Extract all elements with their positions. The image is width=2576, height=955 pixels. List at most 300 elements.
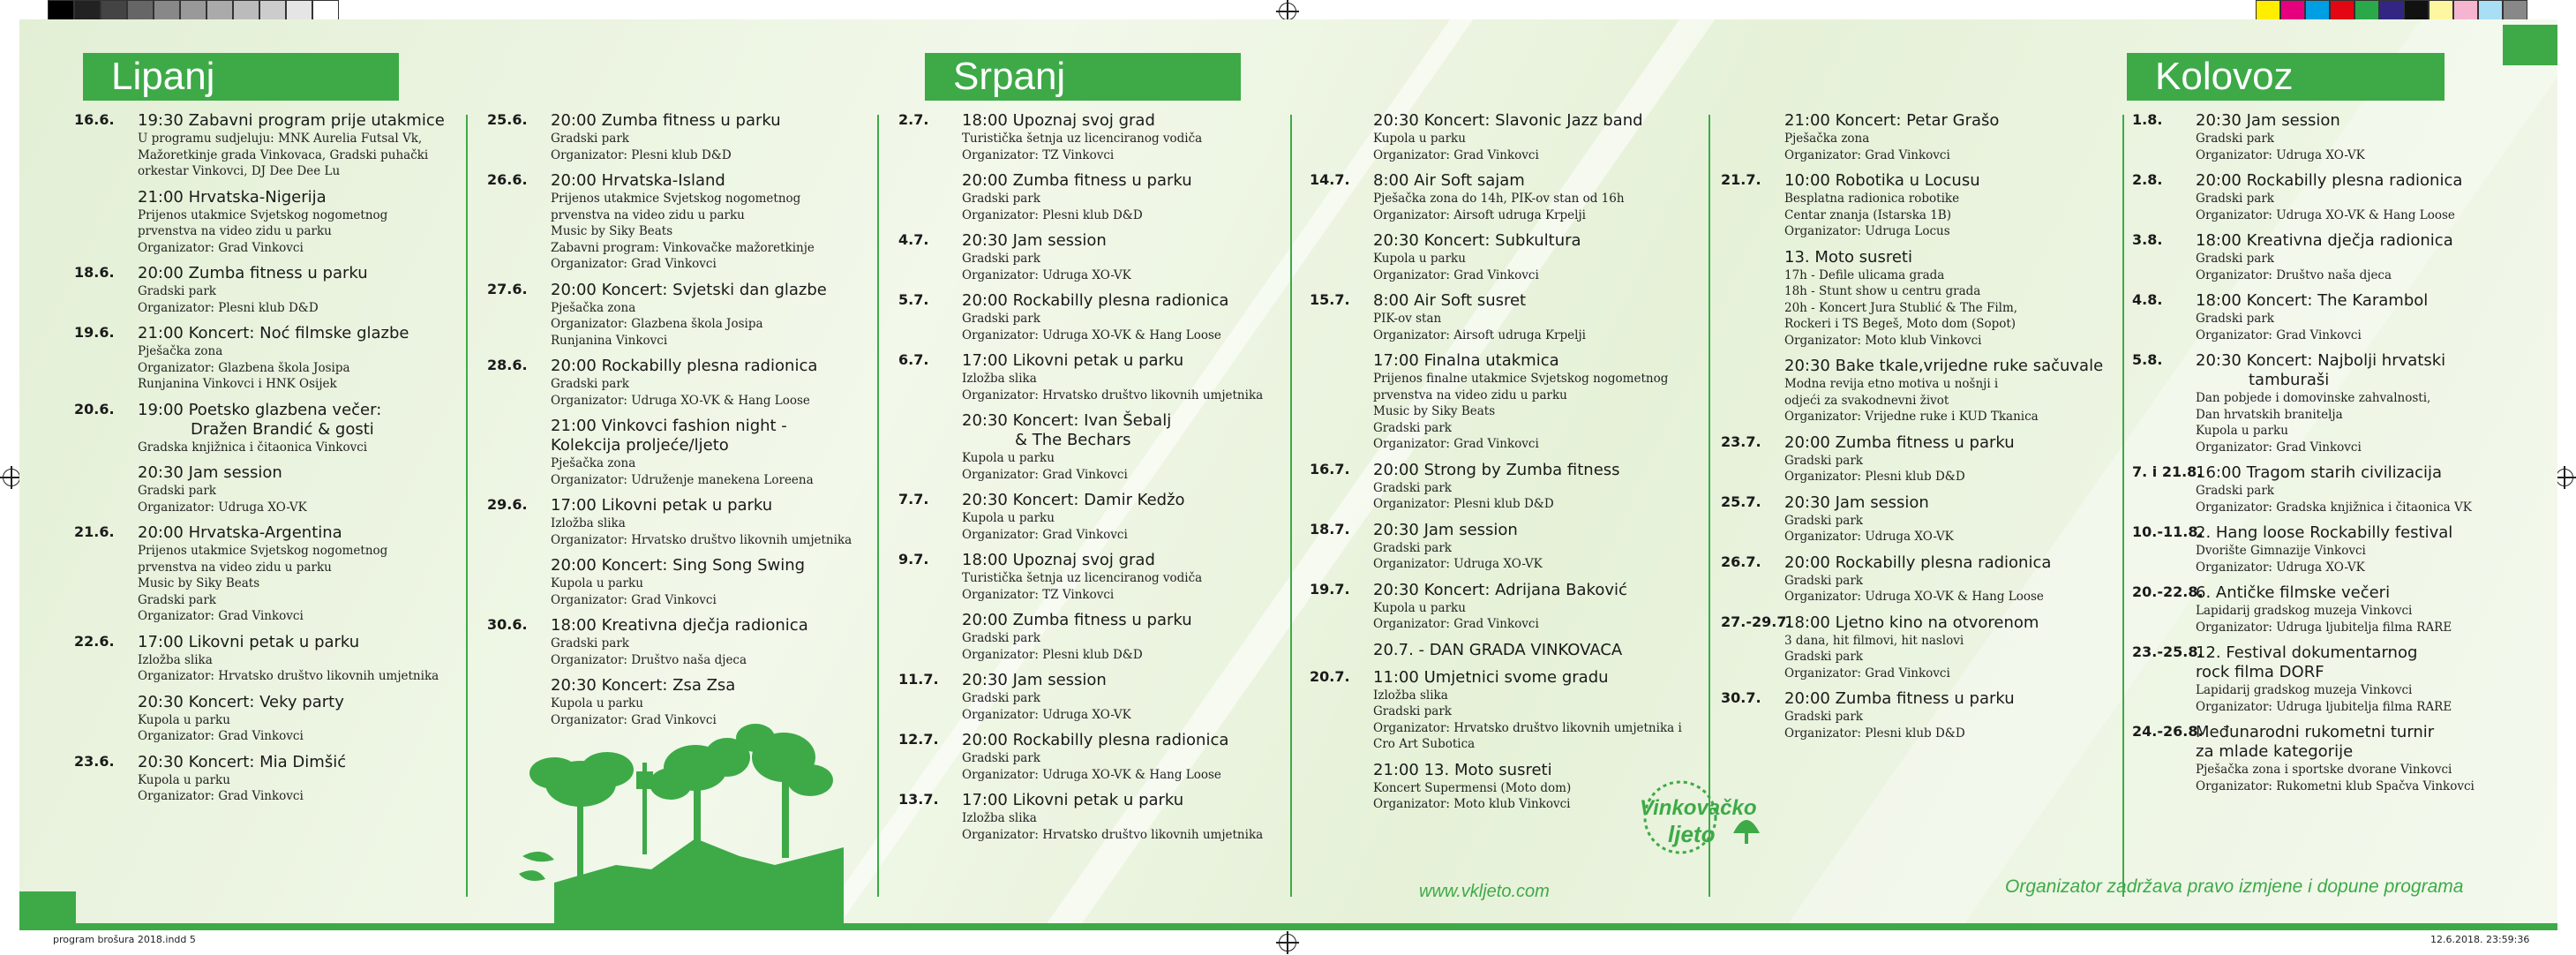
event-item xyxy=(74,324,462,393)
event-item xyxy=(1721,248,2120,350)
event-detail-line: Gradski park xyxy=(962,252,1040,266)
event-title: 17:00 Likovni petak u parku xyxy=(962,351,1184,370)
event-date: 30.6. xyxy=(487,616,528,633)
column-divider-3 xyxy=(1290,115,1292,897)
event-detail-line: Mažoretkinje grada Vinkovaca, Gradski puhački xyxy=(138,147,429,162)
event-item xyxy=(1310,521,1707,573)
event-detail-line: Organizator: Udruga XO-VK xyxy=(138,500,307,515)
event-title: 20:30 Koncert: Damir Kedžo xyxy=(962,491,1185,509)
event-title: 20:00 Rockabilly plesna radionica xyxy=(1784,553,2052,572)
event-title: 2. Hang loose Rockabilly festival xyxy=(2196,523,2453,542)
event-detail-line: Organizator: Grad Vinkovci xyxy=(2196,440,2362,455)
event-detail-line: Organizator: Društvo naša djeca xyxy=(2196,267,2392,282)
event-detail-line: Prijenos utakmice Svjetskog nogometnog xyxy=(138,544,388,558)
registration-mark-top xyxy=(1279,3,1296,20)
event-item xyxy=(74,633,462,685)
event-detail-line: Gradski park xyxy=(1784,650,1863,664)
event-title: 20:30 Jam session xyxy=(962,671,1107,689)
event-detail-line: Organizator: Gradska knjižnica i čitaonica VK xyxy=(2196,500,2472,515)
vinkovacko-ljeto-logo xyxy=(1627,771,1777,869)
event-detail-line: Organizator: Hrvatsko društvo likovnih umjetnika xyxy=(962,387,1264,402)
event-date: 4.8. xyxy=(2132,291,2163,308)
event-detail-line: Organizator: Udruženje manekena Loreena xyxy=(551,472,814,487)
events-column-3 xyxy=(898,111,1287,851)
event-detail-line: Lapidarij gradskog muzeja Vinkovci xyxy=(2196,683,2413,697)
event-detail-line: Gradski park xyxy=(2196,192,2274,206)
bottom-bar xyxy=(19,923,2557,930)
event-title: 20:00 Rockabilly plesna radionica xyxy=(962,291,1229,310)
event-date: 2.8. xyxy=(2132,171,2163,188)
park-trees-illustration xyxy=(519,715,844,923)
event-item xyxy=(1721,689,2120,741)
event-item xyxy=(487,171,875,273)
event-detail-line: Organizator: Grad Vinkovci xyxy=(2196,327,2362,342)
event-detail-line: Pješačka zona xyxy=(1784,132,1870,146)
event-title: 20:00 Zumba fitness u parku xyxy=(138,264,368,282)
event-title-continued: za mlade kategorije xyxy=(2196,742,2354,761)
event-date: 4.7. xyxy=(898,231,929,248)
event-detail-line: 17h - Defile ulicama grada xyxy=(1784,267,1945,282)
event-detail-line: Music by Siky Beats xyxy=(1373,404,1496,418)
event-detail-line: Cro Art Subotica xyxy=(1373,737,1476,751)
event-title: 20:00 Rockabilly plesna radionica xyxy=(962,731,1229,749)
event-detail-line: Lapidarij gradskog muzeja Vinkovci xyxy=(2196,604,2413,618)
event-item xyxy=(2132,723,2547,794)
event-date: 26.7. xyxy=(1721,553,1761,570)
event-detail-line: Gradski park xyxy=(962,192,1040,206)
event-date: 19.6. xyxy=(74,324,115,341)
event-item xyxy=(74,753,462,805)
event-item xyxy=(898,791,1287,843)
event-detail-line: Gradski park xyxy=(2196,484,2274,498)
logo-text-line2: ljeto xyxy=(1668,821,1716,847)
event-item xyxy=(1721,553,2120,605)
event-title: 21:00 13. Moto susreti xyxy=(1373,760,1552,779)
event-detail-line: Gradski park xyxy=(962,312,1040,326)
event-date: 25.7. xyxy=(1721,493,1761,510)
event-item xyxy=(1310,231,1707,283)
event-title: 20:00 Rockabilly plesna radionica xyxy=(2196,171,2463,190)
event-detail-line: Organizator: Grad Vinkovci xyxy=(551,592,717,607)
event-title: 20:00 Strong by Zumba fitness xyxy=(1373,460,1620,479)
registration-mark-bottom xyxy=(1279,934,1296,951)
event-detail-line: Kupola u parku xyxy=(962,511,1055,525)
event-detail-line: Prijenos finalne utakmice Svjetskog nogometnog xyxy=(1373,372,1669,386)
event-detail-line: Koncert Supermensi (Moto dom) xyxy=(1373,780,1572,795)
event-title: 21:00 Koncert: Petar Grašo xyxy=(1784,111,2000,130)
event-date: 16.7. xyxy=(1310,460,1350,478)
event-item xyxy=(1721,613,2120,682)
event-title: 18:00 Kreativna dječja radionica xyxy=(551,616,808,635)
event-detail-line: Gradski park xyxy=(138,592,216,607)
event-title: 16:00 Tragom starih civilizacija xyxy=(2196,463,2443,482)
event-item xyxy=(898,351,1287,403)
event-item xyxy=(487,616,875,668)
event-detail-line: Organizator: Grad Vinkovci xyxy=(1373,437,1539,451)
disclaimer-text: Organizator zadržava pravo izmjene i dopune programa xyxy=(2005,876,2464,897)
event-date: 28.6. xyxy=(487,357,528,373)
event-detail-line: Organizator: Grad Vinkovci xyxy=(551,257,717,271)
event-title: 8:00 Air Soft susret xyxy=(1373,291,1527,310)
event-item xyxy=(74,401,462,456)
event-detail-line: Turistička šetnja uz licenciranog vodiča xyxy=(962,132,1203,146)
event-title: 17:00 Likovni petak u parku xyxy=(962,791,1184,809)
event-detail-line: Organizator: Udruga ljubitelja filma RARE xyxy=(2196,699,2452,714)
event-date: 5.8. xyxy=(2132,351,2163,368)
event-date: 21.7. xyxy=(1721,171,1761,188)
event-date: 12.7. xyxy=(898,731,939,748)
event-item xyxy=(487,281,875,350)
event-detail-line: Organizator: Udruga XO-VK & Hang Loose xyxy=(1784,590,2044,604)
event-date: 23.-25.8. xyxy=(2132,643,2204,660)
event-detail-line: Centar znanja (Istarska 1B) xyxy=(1784,207,1951,222)
event-title: 20:00 Zumba fitness u parku xyxy=(962,171,1192,190)
event-detail-line: PIK-ov stan xyxy=(1373,312,1442,326)
event-title: 20:00 Zumba fitness u parku xyxy=(551,111,781,130)
event-detail-line: Pješačka zona do 14h, PIK-ov stan od 16h xyxy=(1373,192,1625,206)
column-divider-2 xyxy=(877,115,879,897)
event-detail-line: Izložba slika xyxy=(551,516,626,530)
event-detail-line: Pješačka zona xyxy=(551,456,636,470)
event-detail-line: prvenstva na video zidu u parku xyxy=(551,207,745,222)
event-item xyxy=(1721,433,2120,485)
event-title: 20:30 Koncert: Zsa Zsa xyxy=(551,676,736,695)
event-title: 21:00 Koncert: Noć filmske glazbe xyxy=(138,324,409,342)
event-detail-line: Gradski park xyxy=(1784,513,1863,528)
event-date: 23.6. xyxy=(74,752,115,770)
event-title: 20:00 Koncert: Svjetski dan glazbe xyxy=(551,280,827,299)
event-detail-line: Organizator: Hrvatsko društvo likovnih umjetnika xyxy=(962,827,1264,842)
event-date: 22.6. xyxy=(74,632,115,650)
event-detail-line: Besplatna radionica robotike xyxy=(1784,192,1960,206)
column-divider-5 xyxy=(2122,115,2124,897)
event-detail-line: Organizator: Udruga XO-VK & Hang Loose xyxy=(2196,207,2455,222)
print-date: 12.6.2018. 23:59:36 xyxy=(2430,934,2530,945)
event-title: 18:00 Kreativna dječja radionica xyxy=(2196,231,2453,250)
event-item xyxy=(487,496,875,548)
event-title: 20:30 Koncert: Slavonic Jazz band xyxy=(1373,111,1643,130)
event-detail-line: Organizator: Plesni klub D&D xyxy=(551,147,732,162)
event-detail-line: Modna revija etno motiva u nošnji i xyxy=(1784,377,1999,391)
event-detail-line: Kupola u parku xyxy=(138,712,230,727)
event-date: 24.-26.8. xyxy=(2132,723,2204,740)
event-detail-line: Zabavni program: Vinkovačke mažoretkinje xyxy=(551,240,815,255)
event-detail-line: Kupola u parku xyxy=(1373,600,1466,615)
event-detail-line: Izložba slika xyxy=(138,652,213,667)
event-title: 20:00 Zumba fitness u parku xyxy=(962,611,1192,629)
event-detail-line: Organizator: Plesni klub D&D xyxy=(1784,470,1965,484)
logo-text-line1: Vinkovačko xyxy=(1640,796,1757,820)
event-date: 27.6. xyxy=(487,280,528,297)
print-file-name: program brošura 2018.indd 5 xyxy=(53,934,196,945)
event-title: 20:30 Koncert: Ivan Šebalj xyxy=(962,411,1172,430)
event-detail-line: Organizator: Udruga XO-VK xyxy=(2196,147,2365,162)
event-detail-line: Pješačka zona i sportske dvorane Vinkovci xyxy=(2196,763,2452,777)
event-detail-line: Organizator: Grad Vinkovci xyxy=(962,467,1128,482)
event-detail-line: Dan hrvatskih branitelja xyxy=(2196,407,2343,422)
event-detail-line: Gradski park xyxy=(1784,453,1863,468)
event-detail-line: Kupola u parku xyxy=(138,772,230,787)
event-title: 20.7. - DAN GRADA VINKOVACA xyxy=(1373,640,1623,659)
event-detail-line: Dan pobjede i domovinske zahvalnosti, xyxy=(2196,391,2431,405)
event-detail-line: Gradski park xyxy=(138,284,216,298)
event-detail-line: Organizator: Hrvatsko društvo likovnih umjetnika i xyxy=(1373,720,1682,735)
event-date: 21.6. xyxy=(74,523,115,540)
event-title: 11:00 Umjetnici svome gradu xyxy=(1373,667,1609,687)
month-header-lipanj: Lipanj xyxy=(83,53,399,101)
events-column-6 xyxy=(2132,111,2547,802)
event-date: 15.7. xyxy=(1310,291,1350,308)
event-detail-line: Gradski park xyxy=(138,484,216,498)
event-item xyxy=(487,357,875,409)
event-item xyxy=(2132,291,2547,343)
event-detail-line: Organizator: Udruga XO-VK & Hang Loose xyxy=(962,767,1221,782)
event-item xyxy=(898,611,1287,663)
event-detail-line: Organizator: Plesni klub D&D xyxy=(962,207,1143,222)
event-item xyxy=(74,693,462,745)
events-column-2 xyxy=(487,111,875,736)
event-title: 20:30 Koncert: Subkultura xyxy=(1373,231,1581,250)
event-detail-line: Organizator: Grad Vinkovci xyxy=(1784,665,1950,681)
event-detail-line: Kupola u parku xyxy=(551,696,643,711)
event-date: 7. i 21.8. xyxy=(2132,463,2203,480)
event-title: 20:00 Zumba fitness u parku xyxy=(1784,689,2015,708)
event-date: 20.6. xyxy=(74,400,115,417)
event-detail-line: Organizator: Hrvatsko društvo likovnih umjetnika xyxy=(551,532,852,547)
event-title: 13. Moto susreti xyxy=(1784,247,1912,267)
event-item xyxy=(898,731,1287,783)
event-title-continued: rock filma DORF xyxy=(2196,663,2324,681)
event-title: 21:00 Vinkovci fashion night - xyxy=(551,417,787,435)
event-detail-line: Organizator: TZ Vinkovci xyxy=(962,147,1115,162)
event-date: 7.7. xyxy=(898,491,929,508)
event-date: 5.7. xyxy=(898,291,929,308)
event-item xyxy=(2132,643,2547,715)
event-detail-line: Organizator: Grad Vinkovci xyxy=(1373,267,1539,282)
event-detail-line: Pješačka zona xyxy=(138,344,223,358)
event-detail-line: Dvorište Gimnazije Vinkovci xyxy=(2196,544,2366,558)
event-date: 20.-22.8. xyxy=(2132,583,2204,600)
event-date: 30.7. xyxy=(1721,689,1761,706)
event-title: 20:00 Hrvatska-Argentina xyxy=(138,523,342,542)
event-item xyxy=(487,111,875,163)
event-detail-line: Organizator: Udruga XO-VK & Hang Loose xyxy=(962,327,1221,342)
events-column-1 xyxy=(74,111,462,813)
event-detail-line: Organizator: Grad Vinkovci xyxy=(138,729,304,743)
event-detail-line: Kupola u parku xyxy=(962,451,1055,465)
event-detail-line: Kupola u parku xyxy=(1373,252,1466,266)
event-detail-line: U programu sudjeluju: MNK Aurelia Futsal Vk, xyxy=(138,132,423,146)
event-detail-line: Gradski park xyxy=(2196,312,2274,326)
event-title: 8:00 Air Soft sajam xyxy=(1373,171,1525,190)
event-detail-line: Gradski park xyxy=(1373,420,1452,435)
event-date: 13.7. xyxy=(898,791,939,808)
event-detail-line: Organizator: Grad Vinkovci xyxy=(1784,147,1950,162)
event-title: 19:00 Poetsko glazbena večer: xyxy=(138,400,382,419)
event-item xyxy=(1310,351,1707,453)
event-detail-line: Organizator: Plesni klub D&D xyxy=(1373,497,1554,511)
event-item xyxy=(898,551,1287,603)
event-date: 20.7. xyxy=(1310,667,1350,685)
event-detail-line: Gradski park xyxy=(1373,480,1452,495)
event-title: 19:30 Zabavni program prije utakmice xyxy=(138,111,445,130)
event-detail-line: Organizator: Glazbena škola Josipa xyxy=(551,317,763,331)
event-detail-line: Gradski park xyxy=(1373,540,1452,555)
event-title: 18:00 Upoznaj svoj grad xyxy=(962,111,1155,130)
event-detail-line: odjeći za svakodnevni život xyxy=(1784,393,1949,408)
registration-mark-left xyxy=(3,469,20,486)
event-detail-line: Organizator: Glazbena škola Josipa xyxy=(138,360,350,375)
event-item xyxy=(2132,231,2547,283)
event-date: 18.6. xyxy=(74,264,115,281)
event-item xyxy=(898,411,1287,483)
event-title: 21:00 Hrvatska-Nigerija xyxy=(138,187,327,207)
event-detail-line: Organizator: Hrvatsko društvo likovnih umjetnika xyxy=(138,669,439,683)
event-title: 20:30 Koncert: Mia Dimšić xyxy=(138,752,347,771)
event-detail-line: Organizator: Društvo naša djeca xyxy=(551,652,747,667)
event-detail-line: Organizator: Rukometni klub Spačva Vinkovci xyxy=(2196,778,2475,793)
event-title: 17:00 Likovni petak u parku xyxy=(551,496,773,515)
event-title: 20:00 Rockabilly plesna radionica xyxy=(551,357,818,375)
event-item xyxy=(898,231,1287,283)
event-detail-line: Gradski park xyxy=(1373,704,1452,718)
event-title: 20:30 Koncert: Veky party xyxy=(138,692,344,711)
event-item xyxy=(2132,583,2547,635)
corner-block-top-right xyxy=(2503,25,2557,65)
event-title: 20:30 Jam session xyxy=(1373,520,1518,539)
event-date: 14.7. xyxy=(1310,171,1350,188)
event-title: 10:00 Robotika u Locusu xyxy=(1784,171,1980,190)
event-detail-line: Organizator: Udruga XO-VK xyxy=(962,267,1131,282)
event-detail-line: Organizator: Grad Vinkovci xyxy=(138,240,304,255)
event-detail-line: Organizator: Plesni klub D&D xyxy=(962,647,1143,662)
event-item xyxy=(898,671,1287,723)
column-divider-1 xyxy=(466,115,468,897)
event-detail-line: prvenstva na video zidu u parku xyxy=(138,224,332,238)
event-item xyxy=(2132,463,2547,515)
event-title: 18:00 Ljetno kino na otvorenom xyxy=(1784,613,2039,632)
event-title: 20:30 Jam session xyxy=(962,231,1107,250)
event-item xyxy=(1721,111,2120,163)
event-item xyxy=(74,264,462,316)
event-detail-line: Organizator: Udruga XO-VK & Hang Loose xyxy=(551,393,810,408)
event-item xyxy=(74,111,462,180)
event-date: 25.6. xyxy=(487,111,528,128)
event-detail-line: Organizator: Grad Vinkovci xyxy=(551,712,717,727)
event-detail-line: Gradski park xyxy=(551,636,629,650)
event-detail-line: Turistička šetnja uz licenciranog vodiča xyxy=(962,571,1203,585)
event-detail-line: Organizator: Udruga ljubitelja filma RARE xyxy=(2196,620,2452,635)
event-title: 20:30 Jam session xyxy=(2196,111,2340,130)
event-detail-line: Organizator: Udruga XO-VK xyxy=(1784,530,1954,544)
event-date: 16.6. xyxy=(74,111,115,128)
event-title: 17:00 Finalna utakmica xyxy=(1373,351,1559,370)
event-item xyxy=(1310,581,1707,633)
event-title: 20:00 Zumba fitness u parku xyxy=(1784,432,2015,452)
registration-mark-right xyxy=(2556,469,2573,486)
event-date: 6.7. xyxy=(898,351,929,368)
event-item xyxy=(1310,171,1707,223)
event-detail-line: Organizator: Udruga Locus xyxy=(1784,224,1950,238)
event-detail-line: Organizator: Grad Vinkovci xyxy=(138,789,304,803)
event-title: 20:30 Jam session xyxy=(1784,493,1929,512)
event-detail-line: Gradski park xyxy=(962,691,1040,705)
event-detail-line: Gradski park xyxy=(962,631,1040,645)
event-title: 20:30 Koncert: Adrijana Baković xyxy=(1373,580,1627,599)
event-detail-line: Organizator: Plesni klub D&D xyxy=(1784,726,1965,741)
event-title: 20:00 Koncert: Sing Song Swing xyxy=(551,556,806,575)
event-item xyxy=(1310,641,1707,660)
event-detail-line: Gradski park xyxy=(2196,252,2274,266)
events-column-5 xyxy=(1721,111,2120,749)
event-detail-line: Organizator: TZ Vinkovci xyxy=(962,587,1115,602)
event-detail-line: Organizator: Airsoft udruga Krpelji xyxy=(1373,207,1586,222)
event-title-continued: tamburaši xyxy=(2249,371,2330,389)
event-title: 20:30 Jam session xyxy=(138,463,282,482)
event-item xyxy=(898,291,1287,343)
event-title: 6. Antičke filmske večeri xyxy=(2196,583,2391,602)
event-detail-line: Organizator: Grad Vinkovci xyxy=(1373,617,1539,631)
event-title: 20:00 Hrvatska-Island xyxy=(551,171,725,190)
event-detail-line: Izložba slika xyxy=(962,811,1037,825)
event-title: Međunarodni rukometni turnir xyxy=(2196,723,2435,741)
event-detail-line: Organizator: Udruga XO-VK xyxy=(1373,557,1543,571)
event-detail-line: Runjanina Vinkovci i HNK Osijek xyxy=(138,377,337,391)
event-item xyxy=(487,417,875,488)
event-detail-line: Kupola u parku xyxy=(551,576,643,590)
event-detail-line: Gradski park xyxy=(1784,710,1863,724)
event-item xyxy=(2132,111,2547,163)
event-detail-line: 20h - Koncert Jura Stublić & The Film, xyxy=(1784,300,2018,315)
event-title-continued: & The Bechars xyxy=(1015,431,1131,449)
event-date: 23.7. xyxy=(1721,432,1761,450)
event-detail-line: Organizator: Airsoft udruga Krpelji xyxy=(1373,327,1586,342)
event-item xyxy=(1310,668,1707,753)
event-detail-line: prvenstva na video zidu u parku xyxy=(1373,387,1567,402)
event-item xyxy=(487,556,875,608)
event-title: 20:30 Bake tkale,vrijedne ruke sačuvale xyxy=(1784,357,2104,375)
event-detail-line: Organizator: Moto klub Vinkovci xyxy=(1784,333,1982,348)
event-detail-line: Gradski park xyxy=(2196,132,2274,146)
event-title-continued: Kolekcija proljeće/ljeto xyxy=(551,436,729,455)
event-detail-line: orkestar Vinkovci, DJ Dee Dee Lu xyxy=(138,164,341,178)
event-date: 19.7. xyxy=(1310,580,1350,598)
event-detail-line: Gradska knjižnica i čitaonica Vinkovci xyxy=(138,440,368,455)
events-column-4 xyxy=(1310,111,1707,821)
event-date: 26.6. xyxy=(487,171,528,188)
event-detail-line: Pješačka zona xyxy=(551,300,636,315)
event-item xyxy=(74,188,462,257)
event-detail-line: Organizator: Plesni klub D&D xyxy=(138,300,319,315)
event-date: 29.6. xyxy=(487,496,528,513)
event-item xyxy=(1721,357,2120,425)
event-detail-line: Prijenos utakmice Svjetskog nogometnog xyxy=(551,192,801,206)
event-detail-line: Prijenos utakmice Svjetskog nogometnog xyxy=(138,207,388,222)
event-detail-line: Gradski park xyxy=(962,751,1040,765)
website-link[interactable]: www.vkljeto.com xyxy=(1419,882,1550,901)
event-date: 18.7. xyxy=(1310,520,1350,538)
event-date: 1.8. xyxy=(2132,111,2163,128)
event-item xyxy=(898,171,1287,223)
event-date: 10.-11.8. xyxy=(2132,523,2204,540)
event-detail-line: Izložba slika xyxy=(962,372,1037,386)
event-detail-line: Izložba slika xyxy=(1373,688,1448,703)
event-item xyxy=(2132,351,2547,455)
event-detail-line: 3 dana, hit filmovi, hit naslovi xyxy=(1784,633,1964,648)
event-detail-line: Gradski park xyxy=(551,377,629,391)
event-detail-line: Organizator: Udruga XO-VK xyxy=(2196,560,2365,575)
event-detail-line: Rockeri i TS Begeš, Moto dom (Sopot) xyxy=(1784,317,2016,331)
